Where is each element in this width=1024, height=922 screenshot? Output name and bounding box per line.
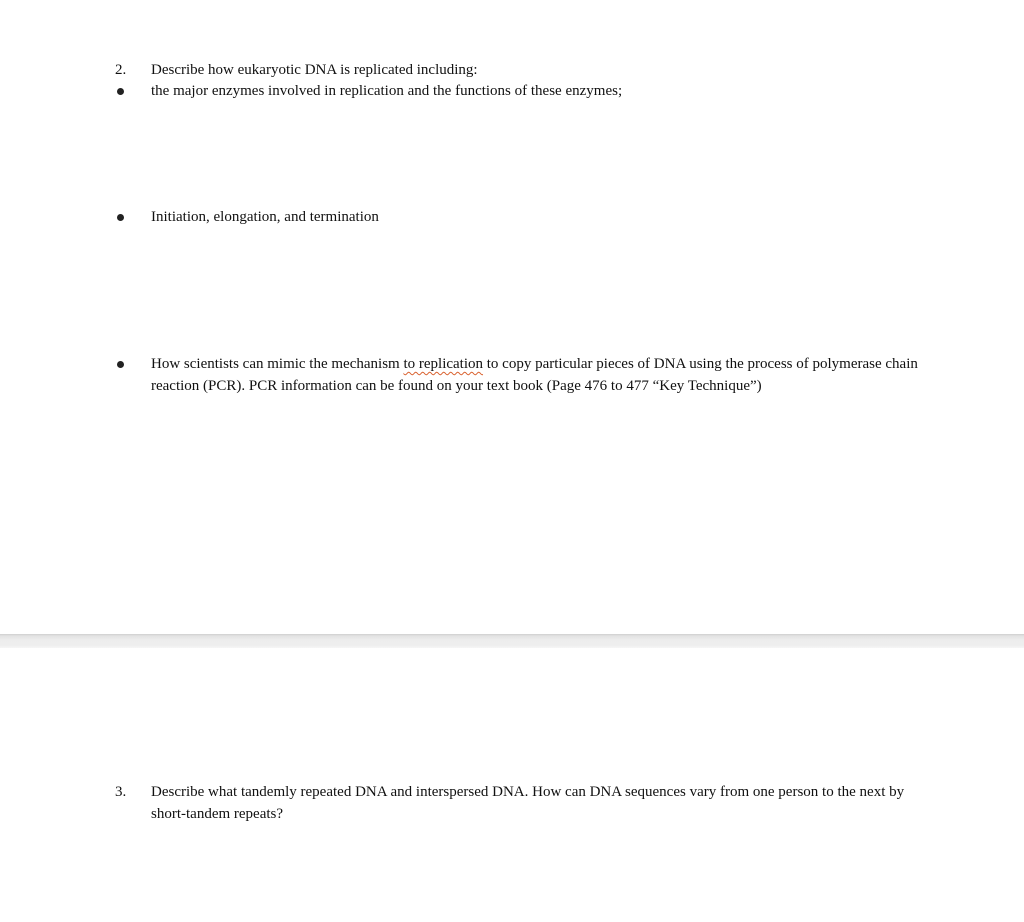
bullet-text-end: to copy particular pieces of DNA using the process of polymerase chain reaction (PCR). PCR information can be found on your text book (Page 476 to 477 “Key Technique”) xyxy=(151,356,918,394)
question-number: 3. xyxy=(115,784,127,800)
spellcheck-flagged-text[interactable]: to replication xyxy=(403,356,484,372)
bullet-text[interactable] xyxy=(151,354,941,397)
question-number: 2. xyxy=(115,62,127,78)
bullet-text-start: How scientists can mimic the mechanism xyxy=(151,356,404,372)
bullet-text[interactable]: the major enzymes involved in replication and the functions of these enzymes; xyxy=(151,83,623,99)
bullet-icon xyxy=(117,361,124,368)
question-prompt[interactable]: Describe what tandemly repeated DNA and interspersed DNA. How can DNA sequences vary from one person to the next by short-tandem repeats? xyxy=(151,784,905,822)
document-page-2 xyxy=(0,648,1024,922)
bullet-text[interactable]: Initiation, elongation, and termination xyxy=(151,209,379,225)
page-break xyxy=(0,634,1024,648)
bullet-icon xyxy=(117,214,124,221)
question-prompt[interactable]: Describe how eukaryotic DNA is replicated including: xyxy=(151,62,478,78)
bullet-icon xyxy=(117,88,124,95)
